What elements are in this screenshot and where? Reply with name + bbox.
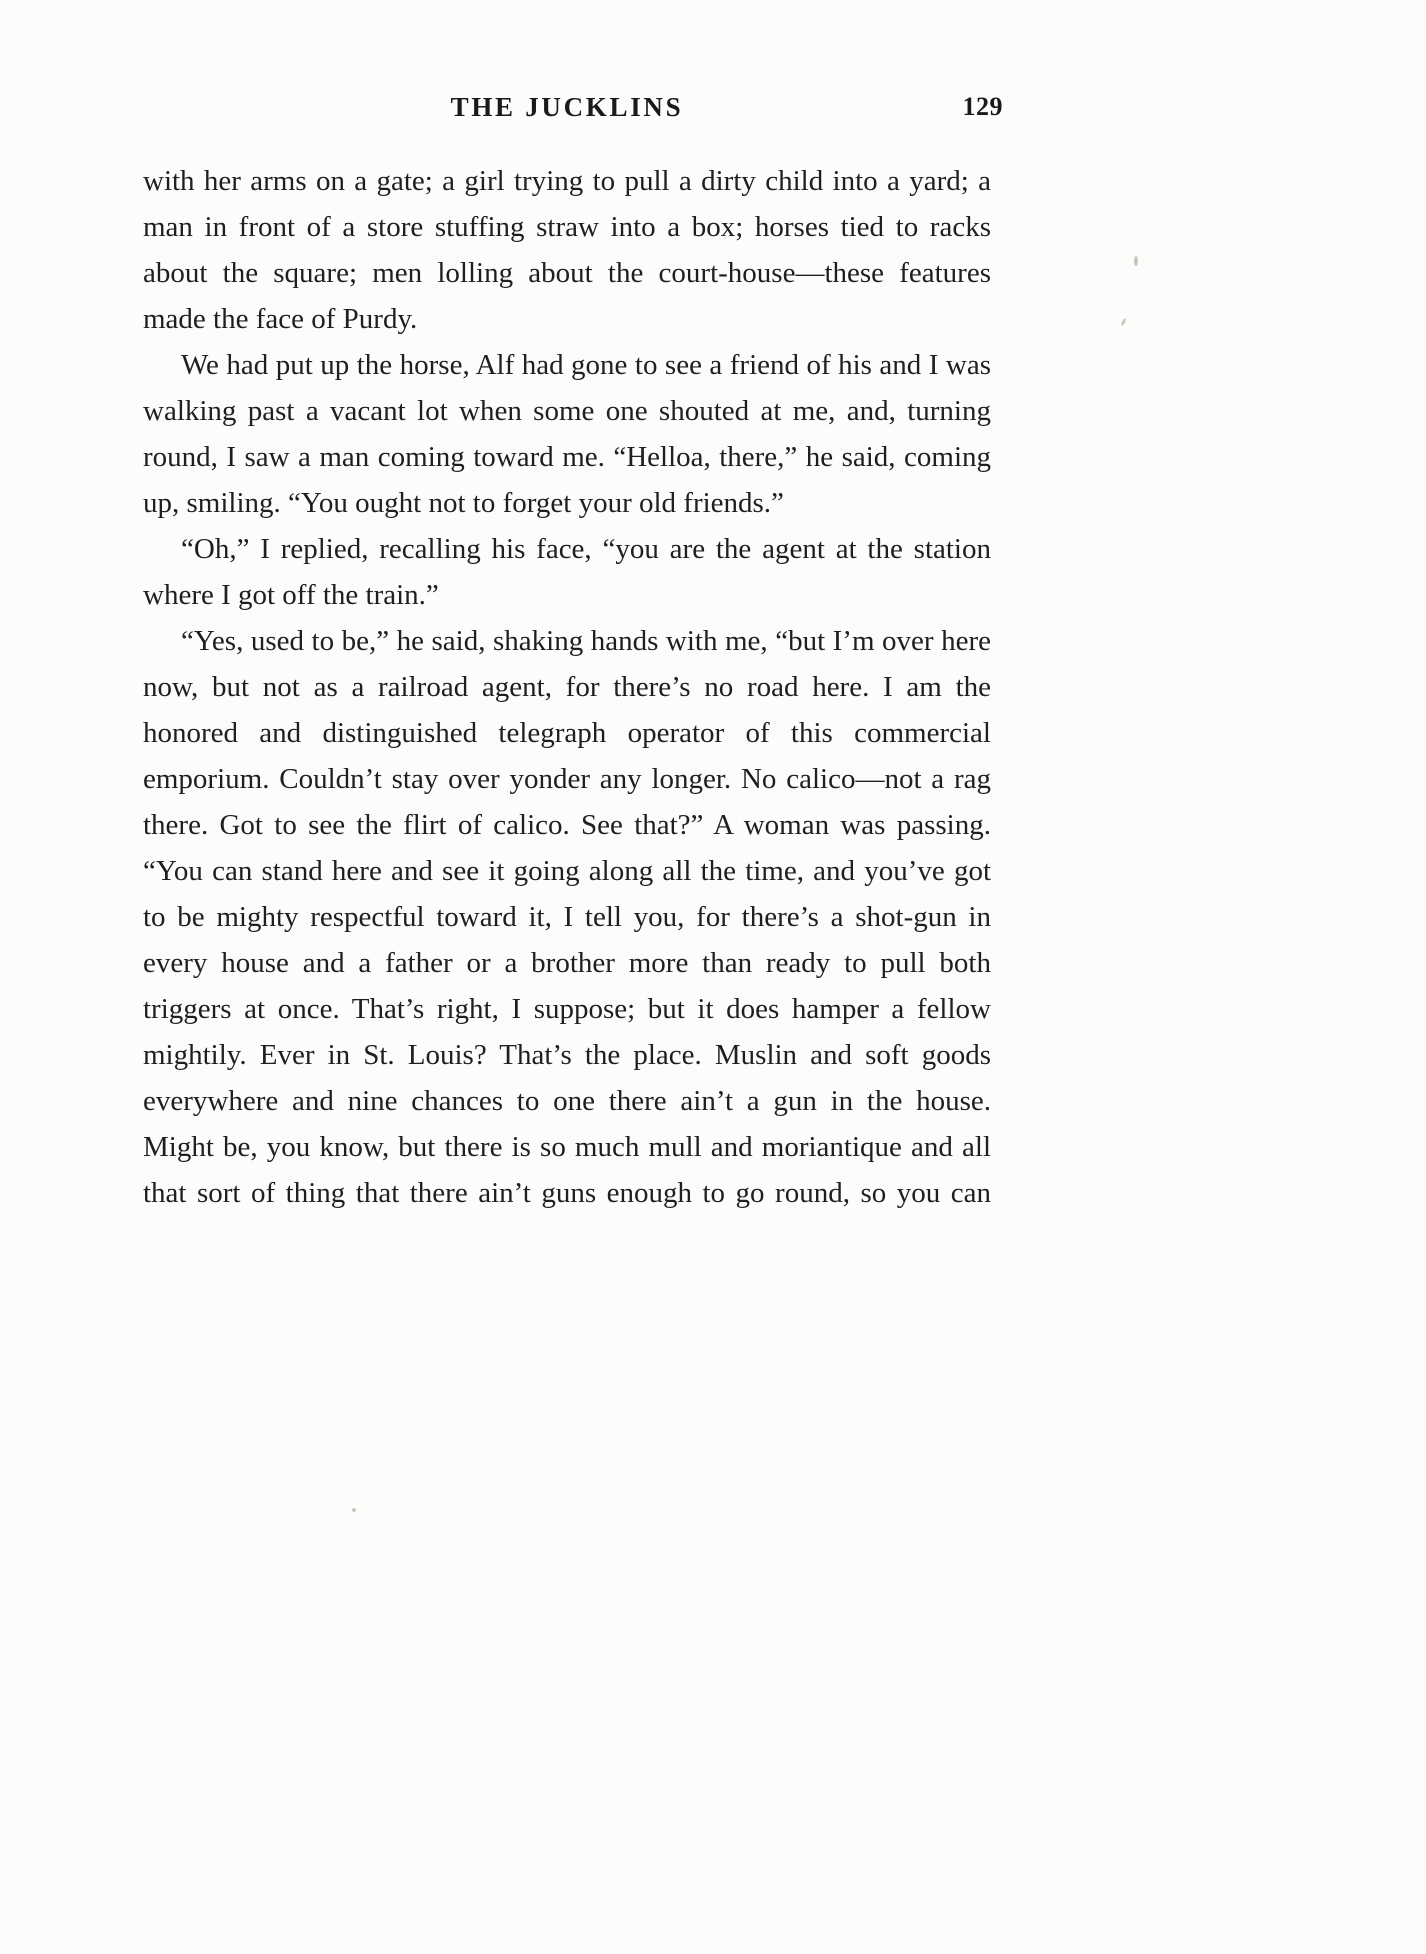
scan-speck <box>1134 256 1138 266</box>
page-number: 129 <box>962 92 1003 121</box>
paragraph: “Yes, used to be,” he said, shaking hands with me, “but I’m over here now, but not as a railroad agent, for there’s no road here. I am the honored and distinguished telegraph operator of this commercial emporium. Couldn’t stay over yonder any longer. No calico—not a rag there. Got to see the flirt of calico. See that?” A woman was passing. “You can stand here and see it going along all the time, and you’ve got to be mighty respectful toward it, I tell you, for there’s a shot-gun in every house and a father or a brother more than ready to pull both triggers at once. That’s right, I suppose; but it does hamper a fellow mightily. Ever in St. Louis? That’s the place. Muslin and soft goods everywhere and nine chances to one there ain’t a gun in the house. Might be, you know, but there is so much mull and moriantique and all that sort of thing that there ain’t guns enough to go round, so you can <box>143 625 991 1209</box>
paragraph: We had put up the horse, Alf had gone to see a friend of his and I was walking past a vacant lot when some one shouted at me, and, turning round, I saw a man coming toward me. “Helloa, there,” he said, coming up, smiling. “You ought not to forget your old friends.” <box>143 349 991 519</box>
scan-speck <box>352 1508 356 1512</box>
running-title: THE JUCKLINS <box>450 92 684 122</box>
scan-speck <box>1120 318 1126 327</box>
paragraph: with her arms on a gate; a girl trying to pull a dirty child into a yard; a man in front of a store stuffing straw into a box; horses tied to racks about the square; men lolling about the court-house—these features made the face of Purdy. <box>143 165 991 335</box>
page-body <box>143 158 991 1216</box>
paragraph: “Oh,” I replied, recalling his face, “you are the agent at the station where I got off the train.” <box>143 533 991 611</box>
page-header <box>143 92 1003 132</box>
